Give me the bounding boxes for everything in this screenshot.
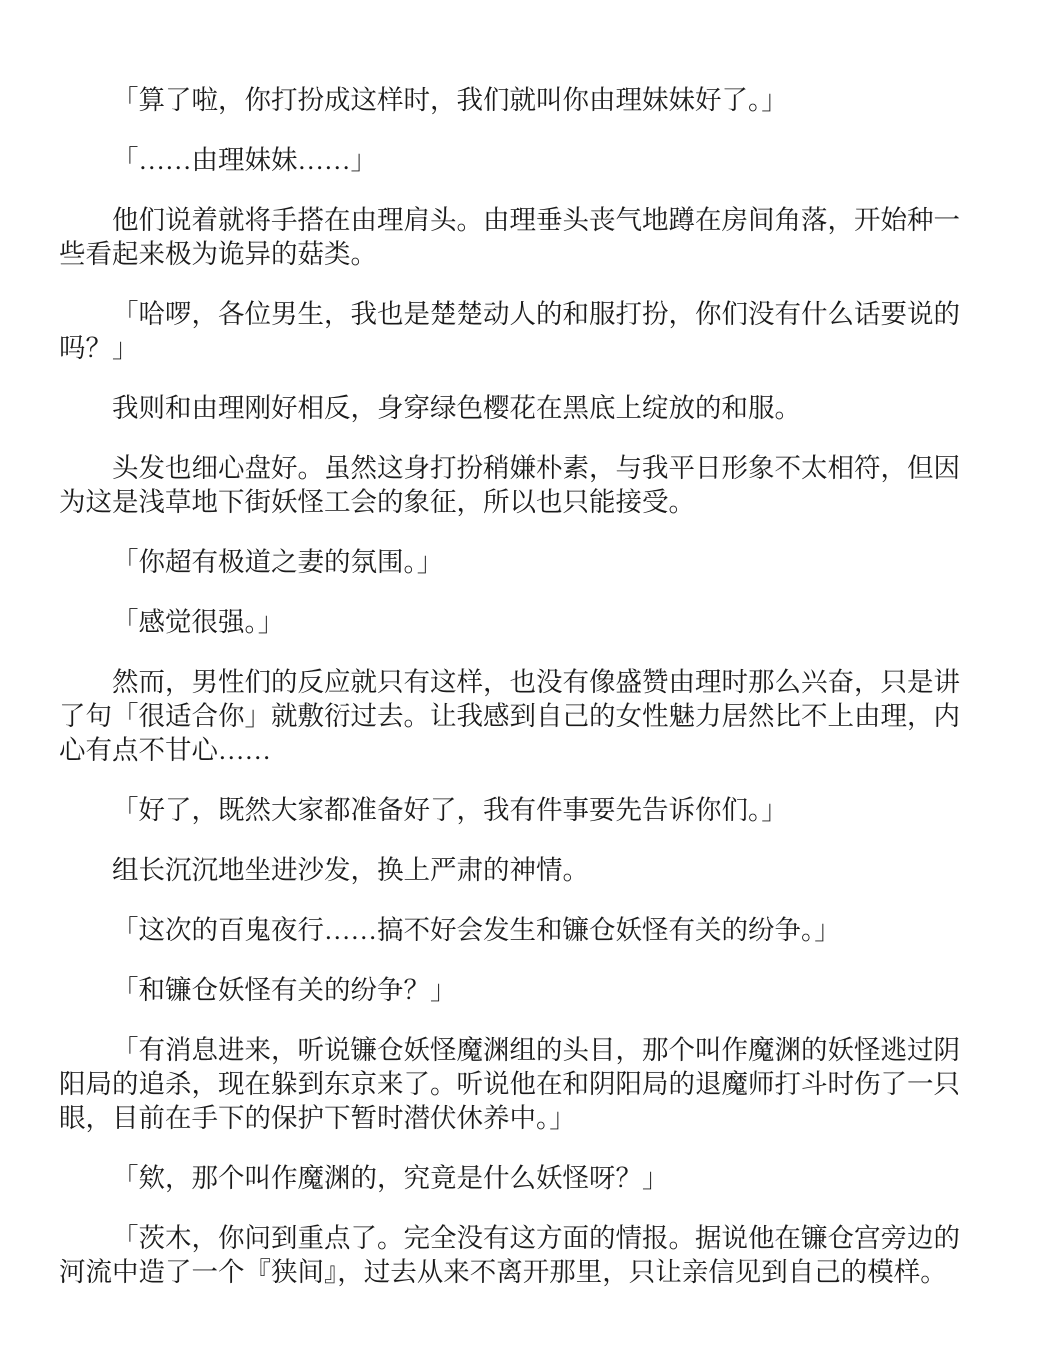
paragraph-16: 「茨木，你问到重点了。完全没有这方面的情报。据说他在镰仓宫旁边的河流中造了一个『狭间』，过去从来不离开那里，只让亲信见到自己的模样。 (59, 1223, 960, 1287)
paragraph-4: 「哈啰，各位男生，我也是楚楚动人的和服打扮，你们没有什么话要说的吗？」 (59, 299, 960, 363)
paragraph-2: 「……由理妹妹……」 (112, 145, 377, 175)
paragraph-14: 「有消息进来，听说镰仓妖怪魔渊组的头目，那个叫作魔渊的妖怪逃过阴阳局的追杀，现在躲到东京来了。听说他在和阴阳局的退魔师打斗时伤了一只眼，目前在手下的保护下暂时潜伏休养中。」 (59, 1035, 960, 1133)
paragraph-5: 我则和由理刚好相反，身穿绿色樱花在黑底上绽放的和服。 (112, 393, 801, 423)
paragraph-6: 头发也细心盘好。虽然这身打扮稍嫌朴素，与我平日形象不太相符，但因为这是浅草地下街妖怪工会的象征，所以也只能接受。 (59, 453, 960, 517)
novel-text-body (59, 83, 971, 1289)
paragraph-3: 他们说着就将手搭在由理肩头。由理垂头丧气地蹲在房间角落，开始种一些看起来极为诡异的菇类。 (59, 205, 960, 269)
paragraph-9: 然而，男性们的反应就只有这样，也没有像盛赞由理时那么兴奋，只是讲了句「很适合你」就敷衍过去。让我感到自己的女性魅力居然比不上由理，内心有点不甘心…… (59, 667, 960, 765)
paragraph-12: 「这次的百鬼夜行……搞不好会发生和镰仓妖怪有关的纷争。」 (112, 915, 841, 945)
paragraph-1: 「算了啦，你打扮成这样时，我们就叫你由理妹妹好了。」 (112, 85, 788, 115)
paragraph-11: 组长沉沉地坐进沙发，换上严肃的神情。 (112, 855, 589, 885)
paragraph-8: 「感觉很强。」 (112, 607, 285, 637)
paragraph-15: 「欸，那个叫作魔渊的，究竟是什么妖怪呀？」 (112, 1163, 669, 1193)
paragraph-7: 「你超有极道之妻的氛围。」 (112, 547, 444, 577)
paragraph-13: 「和镰仓妖怪有关的纷争？」 (112, 975, 457, 1005)
paragraph-10: 「好了，既然大家都准备好了，我有件事要先告诉你们。」 (112, 795, 788, 825)
